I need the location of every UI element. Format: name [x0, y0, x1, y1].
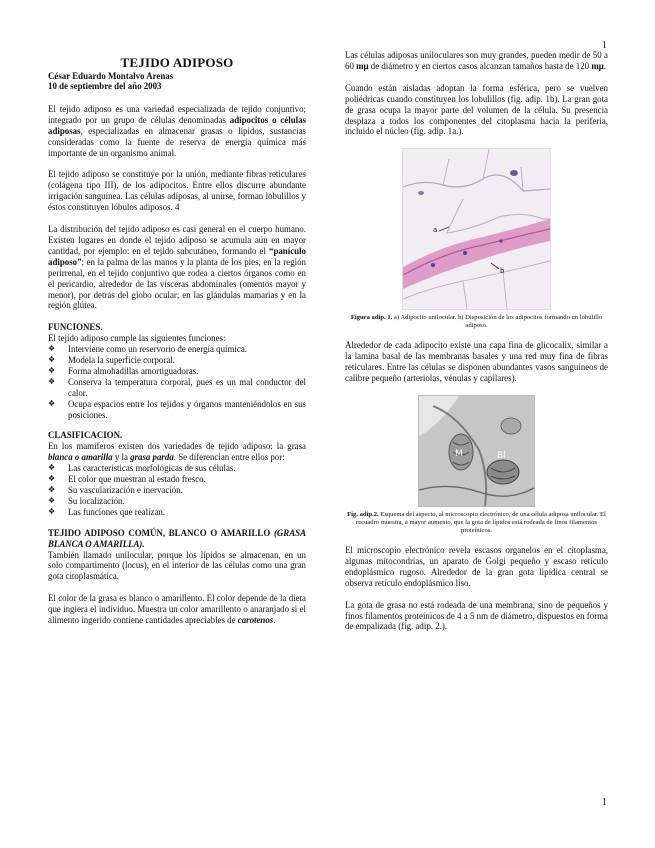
author: César Eduardo Montalvo Arenas [48, 70, 174, 81]
diamond-bullet-icon: ❖ [48, 355, 56, 365]
list-item: ❖ Interviene como un reservorio de energía química. [48, 344, 247, 355]
figure-label-bl: Bl [497, 450, 506, 461]
figure-electron-micrograph [418, 395, 535, 507]
figure-label-b: b [500, 267, 505, 276]
clasificacion-heading: CLASIFICACION. [48, 430, 123, 441]
funciones-intro: El tejido adiposo cumple las siguientes funciones: [48, 333, 226, 344]
figure-adipocyte-histology [402, 148, 551, 310]
date: 10 de septiembre del año 2003 [48, 80, 162, 91]
funciones-heading: FUNCIONES. [48, 322, 103, 333]
organelles-paragraph: El microscopio electrónico revela escasos organelos en el citoplasma, algunas mitocondrias, un aparato de Golgi pequeño y escaso retículo endoplásmico rugoso. Alrededor de la gran gota lipídica central se observa retículo endoplásmico liso. [345, 544, 608, 588]
diamond-bullet-icon: ❖ [48, 474, 56, 484]
figure-label-m: M [455, 448, 463, 459]
diamond-bullet-icon: ❖ [48, 495, 56, 505]
list-item: ❖ Conserva la temperatura corporal, pues es un mal conductor del calor. [48, 376, 306, 398]
shape-paragraph: Cuando están aisladas adoptan la forma esférica, pero se vuelven poliédricas cuando constituyen los lobulillos (fig. adip. 1b). La gran gota de grasa ocupa la mayor parte del volumen de la célula. Su presencia desplaza a todos los componentes del citoplasma hacia la periferia, incluido el núcleo (fig. adip. 1a.). [345, 82, 608, 137]
page-number-top: 1 [602, 40, 607, 51]
glycocalyx-paragraph: Alrededor de cada adipocito existe una capa fina de glicocalix, similar a la lamina basal de las membranas basales y una red muy fina de fibras reticulares. Entre las células se disponen abundantes vasos sanguíneos de calibre pequeño (arteriolas, vénulas y capilares). [345, 340, 608, 384]
electron-micrograph [419, 396, 534, 506]
list-item: ❖ Modela la superficie corporal. [48, 355, 175, 366]
constitution-paragraph: El tejido adiposo se constituye por la unión, mediante fibras reticulares (colágena tipo III), de los adipocitos. Entre ellos discurre abundante irrigación sanguínea. Las células adiposas, al unirse, forman lobulillos y éstos constituyen lóbulos adiposos. 4 [48, 169, 306, 213]
adipose-tissue-micrograph [403, 149, 550, 309]
list-item: ❖ Ocupa espacios entre los tejidos y órganos manteniéndolos en sus posiciones. [48, 398, 306, 420]
lipid-droplet-paragraph: La gota de grasa no está rodeada de una membrana, sino de pequeños y finos filamentos proteínicos de 4 a 5 nm de diámetro, dispuestos en forma de empalizada (fig. adip. 2.). [345, 599, 608, 632]
page-number-bottom: 1 [602, 797, 607, 808]
figure-1-caption: Figura adip. 1. a) Adipocito unilocular. b) Disposición de los adipocitos formando un lobulillo adiposo. [350, 314, 603, 330]
diamond-bullet-icon: ❖ [48, 365, 56, 375]
list-item: ❖ El color que muestran al estado fresco. [48, 474, 206, 485]
intro-paragraph: El tejido adiposo es una variedad especializada de tejido conjuntivo; integrado por un grupo de células denominadas adipocitos o células adiposas, especializadas en almacenar grasas o lípidos, sustancias consideradas como la fuente de reserva de energía química más importante de un organismo animal. [48, 103, 306, 158]
left-column [48, 55, 306, 637]
list-item: ❖ Las características morfológicas de sus células. [48, 463, 236, 474]
size-paragraph: Las células adiposas uniloculares son muy grandes, pueden medir de 50 a 60 mμ de diámetro y en ciertos casos alcanzan tamaños hasta de 120 mμ. [345, 50, 608, 71]
nucleus-shape [510, 170, 518, 176]
right-column [345, 50, 608, 643]
tejido-comun-paragraph: También llamado unilocular, porque los lípidos se almacenan, en un solo compartimento (locus), en el interior de las células como una gran gota citoplasmática. [48, 549, 306, 582]
diamond-bullet-icon: ❖ [48, 376, 56, 386]
list-item: ❖ Forma almohadillas amortiguadoras. [48, 365, 199, 376]
document-title: TEJIDO ADIPOSO [120, 55, 234, 70]
diferencias-list [48, 463, 306, 518]
diamond-bullet-icon: ❖ [48, 398, 56, 408]
clasificacion-intro: En los mamíferos existen dos variedades de tejido adiposo: la grasa blanca o amarilla y la grasa parda. Se diferencian entre ellos por: [48, 441, 306, 463]
list-item: ❖ Su localización. [48, 495, 125, 506]
diamond-bullet-icon: ❖ [48, 344, 56, 354]
figure-2-caption: Fig. adip.2. Esquema del aspecto, al microscopio electrónico, de una célula adiposa unilocular. El recuadro muestra, a mayor aumento, que la gota de lípidos está rodeada de finos filamentos proteínicos. [347, 510, 606, 534]
color-paragraph: El color de la grasa es blanco o amarillento. El color depende de la dieta que ingiera el individuo. Muestra un color amarillento o anaranjado si el alimento ingerido contiene cantidades apreciables de carotenos. [48, 593, 306, 626]
list-item: ❖ Las funciones que realizan. [48, 506, 166, 517]
funciones-list [48, 344, 306, 420]
figure-label-a: a [433, 226, 438, 235]
distribution-paragraph: La distribución del tejido adiposo es casi general en el cuerpo humano. Existen lugares en donde el tejido adiposo se acumula aún en mayor cantidad, por ejemplo: en el tejido subcutáneo, formando el “panículo adiposo”; en la palma de las manos y la planta de los pies, en la región perirrenal, en el tejido conjuntivo que rodea a ciertos órganos como en el pericardio, alrededor de las vísceras abdominales (omentos mayor y menor), por detrás del globo ocular; en las glándulas mamarias y en la región glútea. [48, 224, 306, 311]
diamond-bullet-icon: ❖ [48, 485, 56, 494]
diamond-bullet-icon: ❖ [48, 463, 56, 473]
diamond-bullet-icon: ❖ [48, 506, 56, 516]
list-item: ❖ Su vascularización e inervación. [48, 485, 183, 495]
tejido-comun-heading: TEJIDO ADIPOSO COMÚN, BLANCO O AMARILLO (GRASA BLANCA O AMARILLA). [48, 527, 306, 549]
